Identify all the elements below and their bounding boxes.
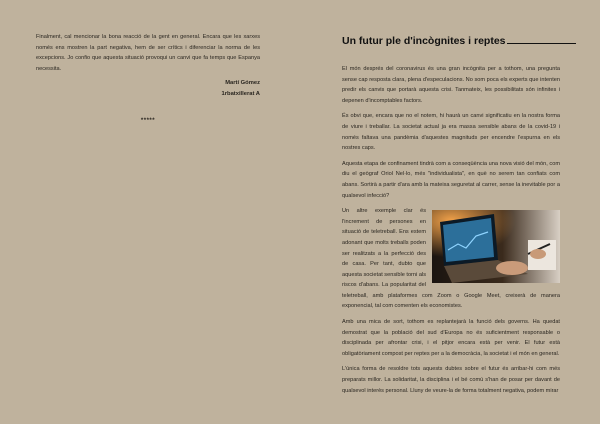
article-title-text: Un futur ple d'incògnites i reptes	[342, 35, 506, 47]
article-paragraph-3: Aquesta etapa de confinament tindrà com a conseqüència una nova visió del món, com diu el geògraf Oriol Nel·lo, més "individualista", en què no serem tan confiats com abans. Sortirà a partir d'ara amb la mateixa seguretat al carrer, sense la inevitable por a qualsevol infecció?	[342, 160, 560, 199]
title-underline	[507, 34, 576, 44]
section-separator: *****	[140, 118, 156, 125]
article-paragraph-1: El món després del coronavirus és una gran incògnita per a tothom, una pregunta sense cap resposta clara, plena d'especulacions. No som poca els experts que intenten predir els canvis que portarà aquesta crisi. Tanmateix, les possibilitats són infinites i depenen d'incomptables factors.	[342, 66, 560, 104]
image-wrap-block	[342, 206, 560, 312]
laptop-photo	[432, 210, 560, 283]
laptop-image-icon	[432, 210, 560, 283]
article-paragraph-5: Amb una mica de sort, tothom es replantejarà la funció dels governs. Ha quedat demostrat que la població del sud d'Europa no és suficientment responsable o disciplinada per afrontar crisi, i el pitjor encara està per venir. El futur està obligatòriament compost per reptes per a la democràcia, la societat i el món en general.	[342, 319, 560, 357]
right-page	[300, 0, 600, 424]
author-name: Martí Gómez	[225, 80, 260, 87]
author-class: 1rbatxillerat A	[221, 91, 260, 98]
article-title	[342, 34, 560, 47]
article-paragraph-6: L'única forma de resoldre tots aquests dubtes sobre el futur és arribar-hi com més preparats millor. La solidaritat, la disciplina i el bé comú s'han de posar per davant de qualsevol interès personal. Lluny de veure-la de forma totalment negativa, podem mirar	[342, 366, 560, 394]
article-paragraph-2: És obvi que, encara que no el notem, hi haurà un canvi significatiu en la nostra forma de viure i treballar. La societat actual ja era massa sensible abans de la covid-19 i només faltava una pandèmia d'aquestes magnituds per encendre l'espurna en els nostres caps.	[342, 113, 560, 152]
closing-paragraph: Finalment, cal mencionar la bona reacció de la gent en general. Encara que les xarxes només ens mostren la part negativa, hem de ser crítics i diferenciar la norma de les excepcions. Jo confio que aquesta situació provoqui un canvi que fa temps que Espanya necessita.	[36, 34, 260, 72]
article-paragraph-4: Un altre exemple clar és l'increment de persones en situació de teletreball. Ens estem adonant que molts treballs poden ser realitzats a la perfecció des de casa. Per tant, dubto que aquesta societat sensible torni als riscos d'abans. La popularitat del teletreball, amb plataformes com Zoom o Google Meet, creixerà de manera exponencial, tal com comenten els economistes.	[342, 208, 560, 310]
